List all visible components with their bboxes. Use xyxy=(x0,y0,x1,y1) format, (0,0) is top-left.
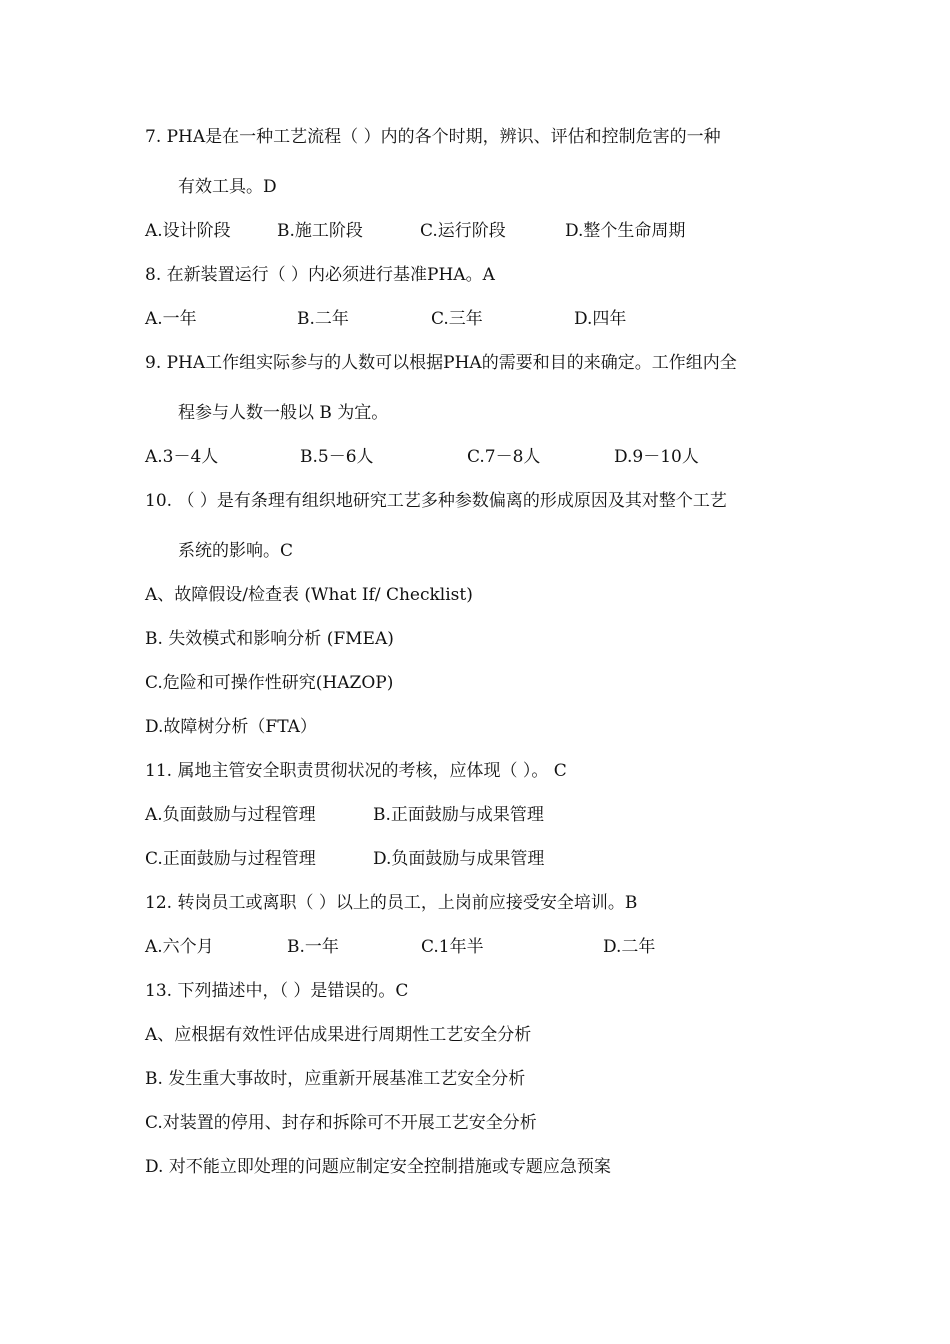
q11-option-d: D.负面鼓励与成果管理 xyxy=(373,849,545,869)
q11-option-a: A.负面鼓励与过程管理 xyxy=(145,805,316,825)
q9-stem-line1: 9. PHA工作组实际参与的人数可以根据PHA的需要和目的来确定。工作组内全 xyxy=(145,353,737,373)
q8-options-row xyxy=(145,308,845,330)
q10-option-c: C.危险和可操作性研究(HAZOP) xyxy=(145,673,394,693)
q12-option-d: D.二年 xyxy=(603,937,656,957)
q11-option-b: B.正面鼓励与成果管理 xyxy=(373,805,544,825)
q7-options-row xyxy=(145,220,845,242)
q12-option-c: C.1年半 xyxy=(421,937,484,957)
q8-stem-line1: 8. 在新装置运行（ ）内必须进行基准PHA。A xyxy=(145,265,495,285)
q10-option-b: B. 失效模式和影响分析 (FMEA) xyxy=(145,629,394,649)
q7-option-a: A.设计阶段 xyxy=(145,221,231,241)
q9-stem-line2: 程参与人数一般以 B 为宜。 xyxy=(178,403,389,423)
q9-option-d: D.9－10人 xyxy=(614,447,699,467)
q8-option-a: A.一年 xyxy=(145,309,197,329)
q10-stem-line2: 系统的影响。C xyxy=(178,541,294,561)
q13-option-a: A、应根据有效性评估成果进行周期性工艺安全分析 xyxy=(145,1025,532,1045)
q9-option-b: B.5－6人 xyxy=(300,447,374,467)
q7-stem-line2: 有效工具。D xyxy=(178,177,277,197)
q7-option-b: B.施工阶段 xyxy=(277,221,363,241)
q11-stem-line1: 11. 属地主管安全职责贯彻状况的考核，应体现（ ）。 C xyxy=(145,761,567,781)
q7-option-c: C.运行阶段 xyxy=(420,221,506,241)
q10-option-d: D.故障树分析（FTA） xyxy=(145,717,317,737)
q8-option-d: D.四年 xyxy=(574,309,627,329)
q12-option-a: A.六个月 xyxy=(145,937,214,957)
q13-option-d: D. 对不能立即处理的问题应制定安全控制措施或专题应急预案 xyxy=(145,1157,611,1177)
q9-options-row xyxy=(145,446,845,468)
q9-option-c: C.7－8人 xyxy=(467,447,541,467)
q8-option-b: B.二年 xyxy=(297,309,349,329)
q12-options-row xyxy=(145,936,845,958)
q8-option-c: C.三年 xyxy=(431,309,483,329)
q10-option-a: A、故障假设/检查表 (What If/ Checklist) xyxy=(145,585,473,605)
q13-stem-line1: 13. 下列描述中，（ ）是错误的。C xyxy=(145,981,409,1001)
q12-stem-line1: 12. 转岗员工或离职（ ）以上的员工，上岗前应接受安全培训。B xyxy=(145,893,638,913)
q10-stem-line1: 10. （ ）是有条理有组织地研究工艺多种参数偏离的形成原因及其对整个工艺 xyxy=(145,491,727,511)
q13-option-b: B. 发生重大事故时，应重新开展基准工艺安全分析 xyxy=(145,1069,526,1089)
q9-option-a: A.3－4人 xyxy=(145,447,219,467)
q11-options-row1 xyxy=(145,804,845,826)
q11-options-row2 xyxy=(145,848,845,870)
q12-option-b: B.一年 xyxy=(287,937,339,957)
q11-option-c: C.正面鼓励与过程管理 xyxy=(145,849,316,869)
q7-stem-line1: 7. PHA是在一种工艺流程（ ）内的各个时期，辨识、评估和控制危害的一种 xyxy=(145,127,721,147)
q7-option-d: D.整个生命周期 xyxy=(565,221,686,241)
q13-option-c: C.对装置的停用、封存和拆除可不开展工艺安全分析 xyxy=(145,1113,537,1133)
